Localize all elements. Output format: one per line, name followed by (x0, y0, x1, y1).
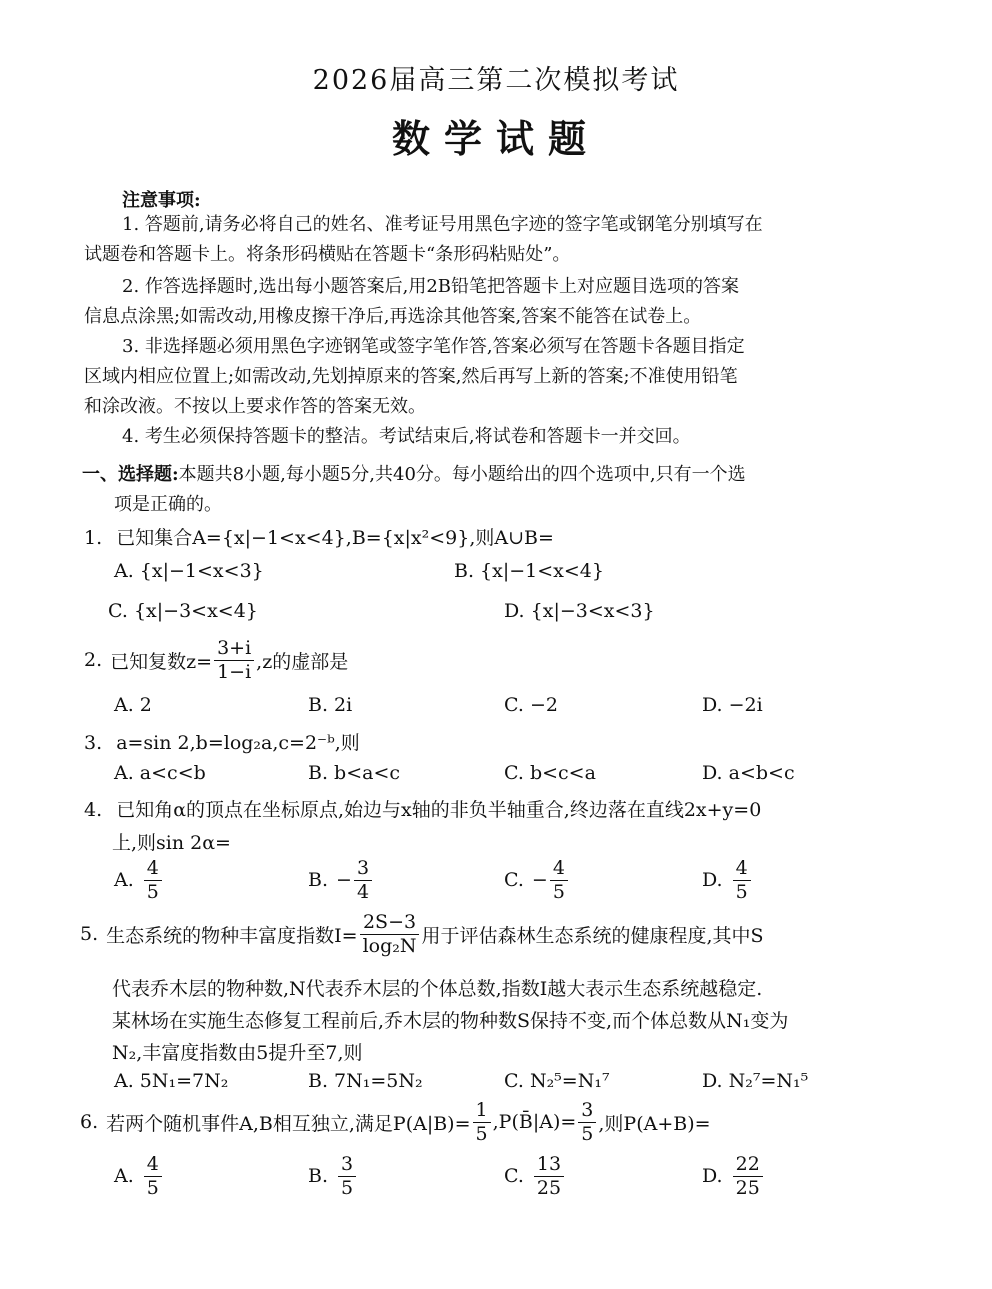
q2-option-d[interactable]: D. −2i (702, 694, 763, 716)
fraction (144, 1154, 162, 1199)
fraction-numerator: 3+i (214, 638, 254, 661)
notice-item-1-line1: 1. 答题前,请务必将自己的姓名、准考证号用黑色字迹的签字笔或钢笔分别填写在 (122, 214, 763, 235)
fraction-numerator: 22 (733, 1154, 763, 1177)
fraction-numerator: 4 (144, 858, 162, 881)
fraction-denominator: 5 (475, 1122, 488, 1145)
q6-option-b[interactable] (308, 1154, 358, 1199)
q4-option-a[interactable] (114, 858, 164, 903)
fraction (354, 858, 372, 903)
question-number: 5. (80, 923, 99, 946)
question-stem-b: ,P(B̄|A)= (492, 1111, 577, 1134)
question-stem-a: 若两个随机事件A,B相互独立,满足P(A|B)= (106, 1112, 471, 1135)
fraction-numerator: 13 (534, 1154, 564, 1177)
question-number: 3. (84, 732, 103, 754)
question-5-line2: 代表乔木层的物种数,N代表乔木层的个体总数,指数I越大表示生态系统越稳定. (112, 978, 763, 1000)
question-6 (80, 1100, 711, 1145)
option-label: B. (308, 1165, 329, 1188)
q3-option-b[interactable]: B. b<a<c (308, 762, 401, 784)
q4-option-c[interactable] (504, 858, 570, 903)
q3-option-d[interactable]: D. a<b<c (702, 762, 795, 784)
notice-item-4-line1: 4. 考生必须保持答题卡的整洁。考试结束后,将试卷和答题卡一并交回。 (122, 426, 691, 447)
fraction (733, 1154, 763, 1199)
question-stem-c: ,则P(A+B)= (598, 1112, 711, 1135)
question-3 (84, 728, 360, 755)
q2-option-c[interactable]: C. −2 (504, 694, 558, 716)
notice-item-2-line2: 信息点涂黑;如需改动,用橡皮擦干净后,再选涂其他答案,答案不能答在试卷上。 (84, 306, 702, 327)
exam-title: 2026届高三第二次模拟考试 (312, 65, 680, 96)
subject-title: 数学试题 (391, 116, 600, 161)
q1-option-d[interactable]: D. {x|−3<x<3} (504, 600, 655, 622)
question-5 (80, 912, 764, 957)
section-heading (82, 460, 746, 490)
option-label: C. (504, 869, 524, 892)
q4-option-d[interactable] (702, 858, 753, 903)
fraction-denominator: 1−i (217, 660, 252, 683)
notice-item-3-line1: 3. 非选择题必须用黑色字迹钢笔或签字笔作答,答案必须写在答题卡各题目指定 (122, 336, 745, 357)
section-desc-line1: 本题共8小题,每小题5分,共40分。每小题给出的四个选项中,只有一个选 (178, 464, 746, 485)
q6-option-d[interactable] (702, 1154, 765, 1199)
fraction-numerator: 1 (473, 1100, 491, 1123)
question-stem-line1: 已知角α的顶点在坐标原点,始边与x轴的非负半轴重合,终边落在直线2x+y=0 (116, 799, 762, 821)
notice-item-3-line2: 区域内相应位置上;如需改动,先划掉原来的答案,然后再写上新的答案;不准使用铅笔 (84, 366, 738, 387)
option-label: B. (308, 869, 329, 892)
q1-option-c[interactable]: C. {x|−3<x<4} (108, 600, 258, 622)
q3-option-c[interactable]: C. b<c<a (504, 762, 596, 784)
q1-option-b[interactable]: B. {x|−1<x<4} (454, 560, 604, 582)
fraction-denominator: 25 (735, 1176, 760, 1199)
option-label: A. (114, 1165, 134, 1188)
q5-option-c[interactable]: C. N₂⁵=N₁⁷ (504, 1070, 610, 1092)
option-label: C. (504, 1165, 524, 1188)
q5-option-d[interactable]: D. N₂⁷=N₁⁵ (702, 1070, 809, 1092)
q1-option-a[interactable]: A. {x|−1<x<3} (114, 560, 264, 582)
fraction (338, 1154, 356, 1199)
question-number: 1. (84, 527, 103, 549)
fraction-denominator: 5 (552, 880, 565, 903)
fraction-numerator: 4 (733, 858, 751, 881)
question-stem: 已知集合A={x|−1<x<4},B={x|x²<9},则A∪B= (116, 527, 554, 549)
fraction (473, 1100, 491, 1145)
fraction-denominator: 5 (735, 880, 748, 903)
fraction-denominator: 5 (341, 1176, 354, 1199)
q5-option-b[interactable]: B. 7N₁=5N₂ (308, 1070, 423, 1092)
question-5-line3: 某林场在实施生态修复工程前后,乔木层的物种数S保持不变,而个体总数从N₁变为 (112, 1010, 789, 1032)
fraction-denominator: log₂N (362, 934, 417, 957)
question-4 (84, 795, 761, 822)
option-label: D. (702, 869, 723, 892)
fraction (550, 858, 568, 903)
q5-option-a[interactable]: A. 5N₁=7N₂ (114, 1070, 229, 1092)
q6-option-a[interactable] (114, 1154, 164, 1199)
fraction-numerator: 3 (578, 1100, 596, 1123)
fraction (360, 912, 420, 957)
q2-option-b[interactable]: B. 2i (308, 694, 353, 716)
fraction-numerator: 4 (144, 1154, 162, 1177)
section-label: 一、选择题: (82, 464, 179, 485)
fraction (534, 1154, 564, 1199)
option-sign: − (336, 869, 352, 892)
question-2 (84, 638, 348, 683)
option-sign: − (531, 869, 548, 892)
notice-item-2-line1: 2. 作答选择题时,选出每小题答案后,用2B铅笔把答题卡上对应题目选项的答案 (122, 276, 740, 297)
fraction (144, 858, 162, 903)
q6-option-c[interactable] (504, 1154, 566, 1199)
fraction-numerator: 3 (338, 1154, 356, 1177)
notice-item-1-line2: 试题卷和答题卡上。将条形码横贴在答题卡“条形码粘贴处”。 (84, 244, 571, 265)
fraction-denominator: 5 (581, 1122, 594, 1145)
option-label: A. (114, 869, 134, 892)
question-5-line4: N₂,丰富度指数由5提升至7,则 (112, 1042, 363, 1064)
fraction-denominator: 5 (146, 1176, 159, 1199)
fraction-denominator: 25 (536, 1176, 562, 1199)
notice-item-3-line3: 和涂改液。不按以上要求作答的答案无效。 (84, 396, 426, 417)
fraction-numerator: 3 (354, 858, 372, 881)
question-stem-post: 用于评估森林生态系统的健康程度,其中S (421, 924, 764, 947)
q3-option-a[interactable]: A. a<c<b (114, 762, 206, 784)
question-stem-pre: 生态系统的物种丰富度指数I= (106, 924, 358, 947)
question-number: 2. (84, 649, 103, 672)
question-stem-post: ,z的虚部是 (256, 650, 349, 673)
notice-heading: 注意事项: (122, 190, 201, 211)
fraction-denominator: 4 (356, 880, 370, 903)
q4-option-b[interactable] (308, 858, 374, 903)
fraction (578, 1100, 596, 1145)
fraction (733, 858, 751, 903)
option-label: D. (702, 1165, 723, 1188)
question-number: 6. (80, 1111, 99, 1134)
fraction-numerator: 4 (550, 858, 568, 881)
question-1 (84, 523, 554, 550)
question-4-line2: 上,则sin 2α= (112, 832, 231, 854)
question-stem: a=sin 2,b=log₂a,c=2⁻ᵇ,则 (116, 732, 360, 754)
q2-option-a[interactable]: A. 2 (114, 694, 152, 716)
fraction-denominator: 5 (146, 880, 159, 903)
question-number: 4. (84, 799, 103, 821)
question-stem-pre: 已知复数z= (110, 650, 213, 673)
fraction-numerator: 2S−3 (360, 912, 419, 935)
fraction (214, 638, 254, 683)
section-desc-line2: 项是正确的。 (114, 494, 222, 515)
